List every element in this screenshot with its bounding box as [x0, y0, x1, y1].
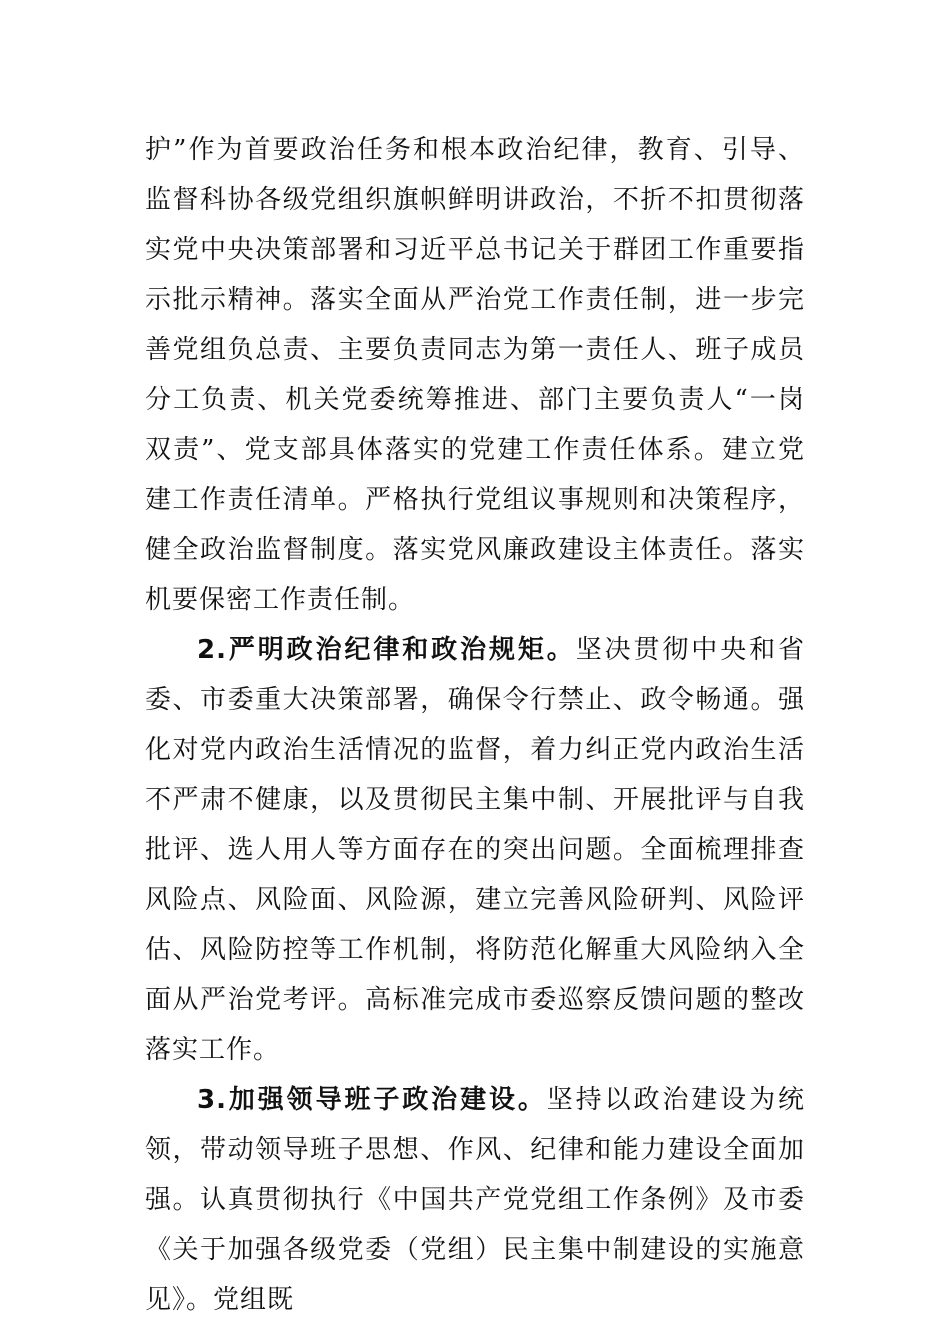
- paragraph-text: 坚持以政治建设为统领，带动领导班子思想、作风、纪律和能力建设全面加强。认真贯彻执行《中国共产党党组工作条例》及市委《关于加强各级党委（党组）民主集中制建设的实施意见》。党组既: [145, 1085, 805, 1315]
- paragraph-leadership-building: [145, 1075, 805, 1325]
- document-body: [145, 125, 805, 1325]
- paragraph-political-discipline: [145, 625, 805, 1075]
- paragraph-text: 护”作为首要政治任务和根本政治纪律，教育、引导、监督科协各级党组织旗帜鲜明讲政治，不折不扣贯彻落实党中央决策部署和习近平总书记关于群团工作重要指示批示精神。落实全面从严治党工作责任制，进一步完善党组负总责、主要负责同志为第一责任人、班子成员分工负责、机关党委统筹推进、部门主要负责人“一岗双责”、党支部具体落实的党建工作责任体系。建立党建工作责任清单。严格执行党组议事规则和决策程序，健全政治监督制度。落实党风廉政建设主体责任。落实机要保密工作责任制。: [145, 135, 805, 615]
- paragraph-text: 坚决贯彻中央和省委、市委重大决策部署，确保令行禁止、政令畅通。强化对党内政治生活情况的监督，着力纠正党内政治生活不严肃不健康，以及贯彻民主集中制、开展批评与自我批评、选人用人等方面存在的突出问题。全面梳理排查风险点、风险面、风险源，建立完善风险研判、风险评估、风险防控等工作机制，将防范化解重大风险纳入全面从严治党考评。高标准完成市委巡察反馈问题的整改落实工作。: [145, 635, 805, 1065]
- paragraph-heading: 3.加强领导班子政治建设。: [197, 1085, 547, 1115]
- paragraph-continued: [145, 125, 805, 625]
- paragraph-heading: 2.严明政治纪律和政治规矩。: [197, 635, 576, 665]
